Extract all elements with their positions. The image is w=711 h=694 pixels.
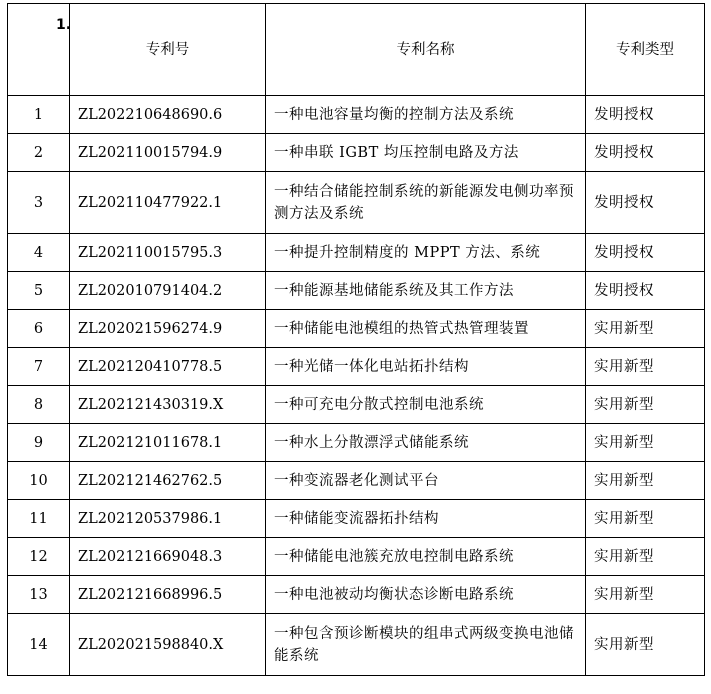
header-index-cell [8, 4, 70, 96]
row-number: 5 [8, 272, 70, 310]
table-row [8, 272, 705, 310]
row-number: 13 [8, 576, 70, 614]
table-header-row [8, 4, 705, 96]
table-row [8, 96, 705, 134]
patent-number: ZL202210648690.6 [70, 96, 266, 134]
patent-number: ZL202021598840.X [70, 614, 266, 676]
patent-type: 发明授权 [586, 272, 705, 310]
patent-name: 一种光储一体化电站拓扑结构 [266, 348, 586, 386]
patent-name: 一种储能电池簇充放电控制电路系统 [266, 538, 586, 576]
patent-name: 一种串联 IGBT 均压控制电路及方法 [266, 134, 586, 172]
patent-name: 一种电池容量均衡的控制方法及系统 [266, 96, 586, 134]
patent-type: 实用新型 [586, 386, 705, 424]
patent-name: 一种可充电分散式控制电池系统 [266, 386, 586, 424]
patent-type: 实用新型 [586, 424, 705, 462]
row-number: 11 [8, 500, 70, 538]
patent-number: ZL202010791404.2 [70, 272, 266, 310]
patent-number: ZL202121462762.5 [70, 462, 266, 500]
row-number: 10 [8, 462, 70, 500]
table-row [8, 134, 705, 172]
patent-name: 一种提升控制精度的 MPPT 方法、系统 [266, 234, 586, 272]
patent-number: ZL202021596274.9 [70, 310, 266, 348]
patent-type: 实用新型 [586, 462, 705, 500]
patent-name: 一种结合储能控制系统的新能源发电侧功率预测方法及系统 [266, 172, 586, 234]
patent-name: 一种变流器老化测试平台 [266, 462, 586, 500]
patent-type: 实用新型 [586, 538, 705, 576]
patent-number: ZL202121430319.X [70, 386, 266, 424]
table-row [8, 172, 705, 234]
table-row [8, 614, 705, 676]
patent-number: ZL202120410778.5 [70, 348, 266, 386]
row-number: 8 [8, 386, 70, 424]
patent-type: 发明授权 [586, 134, 705, 172]
patent-type: 实用新型 [586, 614, 705, 676]
header-patent-name: 专利名称 [266, 4, 586, 96]
patent-name: 一种储能变流器拓扑结构 [266, 500, 586, 538]
patent-type: 发明授权 [586, 96, 705, 134]
row-number: 14 [8, 614, 70, 676]
patent-number: ZL202120537986.1 [70, 500, 266, 538]
patent-name: 一种储能电池模组的热管式热管理装置 [266, 310, 586, 348]
table-row [8, 576, 705, 614]
row-number: 3 [8, 172, 70, 234]
patent-type: 实用新型 [586, 500, 705, 538]
patent-name: 一种包含预诊断模块的组串式两级变换电池储能系统 [266, 614, 586, 676]
row-number: 6 [8, 310, 70, 348]
row-number: 7 [8, 348, 70, 386]
table-row [8, 500, 705, 538]
patent-number: ZL202110015795.3 [70, 234, 266, 272]
patent-number: ZL202121669048.3 [70, 538, 266, 576]
row-number: 9 [8, 424, 70, 462]
row-number: 4 [8, 234, 70, 272]
table-row [8, 386, 705, 424]
table-row [8, 310, 705, 348]
patent-type: 发明授权 [586, 234, 705, 272]
table-row [8, 234, 705, 272]
header-patent-number: 专利号 [70, 4, 266, 96]
patent-name: 一种水上分散漂浮式储能系统 [266, 424, 586, 462]
row-number: 12 [8, 538, 70, 576]
patent-name: 一种能源基地储能系统及其工作方法 [266, 272, 586, 310]
patent-type: 实用新型 [586, 576, 705, 614]
patent-type: 发明授权 [586, 172, 705, 234]
table-row [8, 462, 705, 500]
table-row [8, 424, 705, 462]
row-number: 1 [8, 96, 70, 134]
patent-table [7, 3, 705, 676]
patent-name: 一种电池被动均衡状态诊断电路系统 [266, 576, 586, 614]
header-patent-type: 专利类型 [586, 4, 705, 96]
patent-number: ZL202110015794.9 [70, 134, 266, 172]
table-row [8, 538, 705, 576]
patent-type: 实用新型 [586, 310, 705, 348]
table-row [8, 348, 705, 386]
patent-type: 实用新型 [586, 348, 705, 386]
patent-number: ZL202121668996.5 [70, 576, 266, 614]
patent-number: ZL202121011678.1 [70, 424, 266, 462]
index-mark: 1. [56, 17, 72, 33]
patent-number: ZL202110477922.1 [70, 172, 266, 234]
row-number: 2 [8, 134, 70, 172]
